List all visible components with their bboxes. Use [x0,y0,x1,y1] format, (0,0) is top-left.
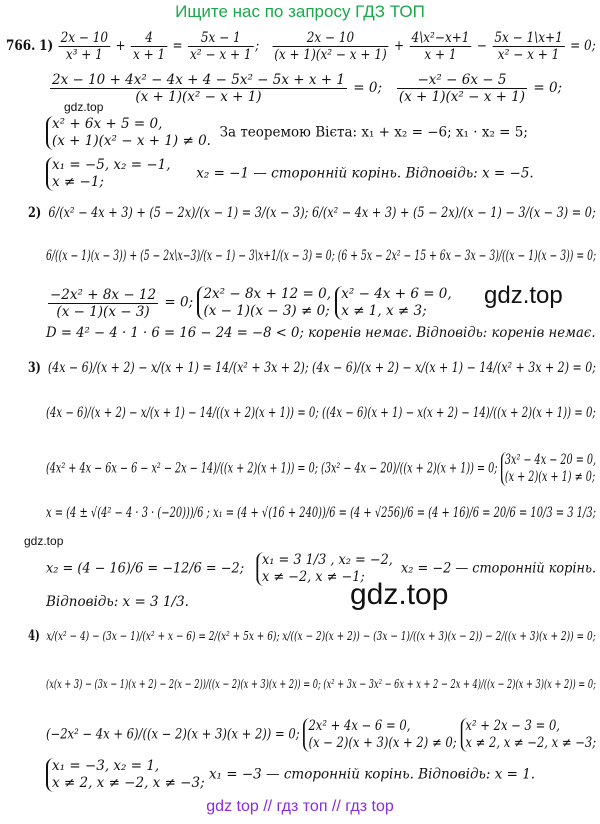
equation-system: x² − 4x + 6 = 0, x ≠ 1, x ≠ 3; [335,286,451,320]
fraction: $\frac{2x - 10}{\text{(x + 1)(x² − x + 1)}}$ [274,30,387,63]
p4-row1: 4) x/(x² − 4) − (3x − 1)/(x² + x − 6) = 2/(x² + 5x + 6); x/((x − 2)(x + 2)) − (3x − 1)/((x + 3)(x − 2)) − 2/((x + 3)(x + 2)) = 0; [28,628,596,644]
p1-row2: $\frac{\text{2x − 10 + 4x² − 4x + 4 − 5x² − 5x + x + 1}}{\text{(x + 1)(x² − x + 1)}}$ = 0; $\frac{\text{−x² − 6x − 5}}{\text{(x + 1)(x² − x + 1)}}$ = 0; [52,72,563,105]
watermark-small-1: gdz.top [64,100,104,114]
p4-row3: (−2x² − 4x + 6)/((x − 2)(x + 3)(x + 2)) = 0; 2x² + 4x − 6 = 0, (x − 2)(x + 3)(x + 2) ≠ 0; x² + 2x − 3 = 0, x ≠ 2, x ≠ −2, x ≠ −3; [46,718,597,751]
part-4-label: 4) [28,628,40,644]
p2-row4: D = 4² − 4 · 1 · 6 = 16 − 24 = −8 < 0; коренів немає. Відповідь: коренів немає. [46,325,596,341]
equation-system: x² + 2x − 3 = 0, x ≠ 2, x ≠ −2, x ≠ −3; [460,718,596,752]
answer-line: x₂ = −1 — сторонній корінь. Відповідь: x = −5. [196,165,534,182]
fraction: $\frac{\text{−2x² + 8x − 12}}{(x - 1)(x - 3)}$ [50,286,157,320]
p3-row4: x = (4 ± √(4² − 4 · 3 · (−20)))/6 ; x₁ = (4 + √(16 + 240))/6 = (4 + √256)/6 = (4 + 16)/6 = 20/6 = 10/3 = 3 1/3; [46,505,596,521]
equation-system: 3x² − 4x − 20 = 0, (x + 2)(x + 1) ≠ 0; [501,452,597,486]
p4-row4: x₁ = −3, x₂ = 1, x ≠ 2, x ≠ −2, x ≠ −3; x₁ = −3 — сторонній корінь. Відповідь: x = 1. [46,758,535,792]
p1-row4 [46,157,534,191]
p3-row6: Відповідь: x = 3 1/3. [46,594,189,610]
equation-system: 2x² − 8x + 12 = 0, (x − 1)(x − 3) ≠ 0; [197,286,331,320]
fraction: $\frac{\text{2x − 10 + 4x² − 4x + 4 − 5x² − 5x + x + 1}}{\text{(x + 1)(x² − x + 1)}}$ [52,72,345,105]
fraction: $\frac{\text{−x² − 6x − 5}}{\text{(x + 1)(x² − x + 1)}}$ [398,72,526,105]
watermark-small-2: gdz.top [24,534,64,548]
p3-row1: 3) (4x − 6)/(x + 2) − x/(x + 1) = 14/(x² + 3x + 2); (4x − 6)/(x + 2) − x/(x + 1) − 14/(x² + 3x + 2) = 0; [28,360,596,376]
p3-row5: x₂ = (4 − 16)/6 = −12/6 = −2; x₁ = 3 1/3 , x₂ = −2, x ≠ −2, x ≠ −1; x₂ = −2 — сторонній корінь. [46,552,597,585]
fraction: $\frac{4}{x + 1}$ [132,30,166,63]
fraction: $\frac{2x - 10}{\text{x³ + 1}}$ [60,30,109,63]
watermark-big-2: gdz.top [350,578,449,611]
p1-row1: 766. 1) $\frac{2x - 10}{\text{x³ + 1}}$ + $\frac{4}{x + 1}$ = $\frac{5x - 1}{\text{x² − x + 1}}$ ; $\frac{2x - 10}{\text{(x + 1)(x² − x + 1)}}$ + $\frac{\text{4\textbackslash{}x²−x+1}}{x + 1}$ − $\frac{5x - 1\backslash x+1}{\text{x² − x + 1}}$ = 0; [6,30,596,63]
p3-row3: (4x² + 4x − 6x − 6 − x² − 2x − 14)/((x + 2)(x + 1)) = 0; (3x² − 4x − 20)/((x + 2)(x + 1)) = 0; 3x² − 4x − 20 = 0, (x + 2)(x + 1) ≠ 0; [46,452,597,485]
fraction: $\frac{5x - 1}{\text{x² − x + 1}}$ [190,30,252,63]
fraction: $\frac{\text{4\textbackslash{}x²−x+1}}{x + 1}$ [411,30,470,63]
p2-row1: 2) 6/(x² − 4x + 3) + (5 − 2x)/(x − 1) = 3/(x − 3); 6/(x² − 4x + 3) + (5 − 2x)/(x − 1) − 3/(x − 3) = 0; [28,205,596,221]
watermark-big-1: gdz.top [484,282,563,309]
problem-number: 766. [6,38,36,54]
part-2-label: 2) [28,205,42,221]
p3-row2: (4x − 6)/(x + 2) − x/(x + 1) − 14/((x + 2)(x + 1)) = 0; ((4x − 6)(x + 1) − x(x + 2) − 14)/((x + 2)(x + 1)) = 0; [46,405,596,421]
footer-watermark: gdz top // гдз топ // гдз top [206,798,394,815]
part-1-label: 1) [39,38,54,54]
search-banner: Ищите нас по запросу ГДЗ ТОП [175,2,425,21]
p4-row2: (x(x + 3) − (3x − 1)(x + 2) − 2(x − 2))/((x − 2)(x + 3)(x + 2)) = 0; (x² + 3x − 3x² − 6x + x + 2 − 2x + 4)/((x − 2)(x + 3)(x + 2)) = 0; [46,677,596,691]
equation-system: 2x² + 4x − 6 = 0, (x − 2)(x + 3)(x + 2) ≠ 0; [303,718,456,752]
equation-system: x² + 6x + 5 = 0, (x + 1)(x² − x + 1) ≠ 0. [46,116,211,150]
equation-system: x₁ = −3, x₂ = 1, x ≠ 2, x ≠ −2, x ≠ −3; [46,758,205,792]
part-3-label: 3) [28,360,41,376]
equation-system: x₁ = −5, x₂ = −1, x ≠ −1; [46,157,171,191]
equation-system: x₁ = 3 1/3 , x₂ = −2, x ≠ −2, x ≠ −1; [256,552,393,586]
vieta-line: За теоремою Вієта: x₁ + x₂ = −6; x₁ · x₂ = 5; [219,124,528,141]
fraction: $\frac{5x - 1\backslash x+1}{\text{x² − x + 1}}$ [494,30,563,63]
p2-row2: 6/((x − 1)(x − 3)) + (5 − 2x\x−3)/(x − 1) − 3\x+1/(x − 3) = 0; (6 + 5x − 2x² − 15 + 6x − 3x − 3)/((x − 1)(x − 3)) = 0; [46,248,597,264]
p1-row3 [46,116,528,150]
divider [0,196,600,197]
p2-row3: $\frac{\text{−2x² + 8x − 12}}{(x - 1)(x - 3)}$ = 0; 2x² − 8x + 12 = 0, (x − 1)(x − 3) ≠ 0; x² − 4x + 6 = 0, x ≠ 1, x ≠ 3; [50,286,452,320]
